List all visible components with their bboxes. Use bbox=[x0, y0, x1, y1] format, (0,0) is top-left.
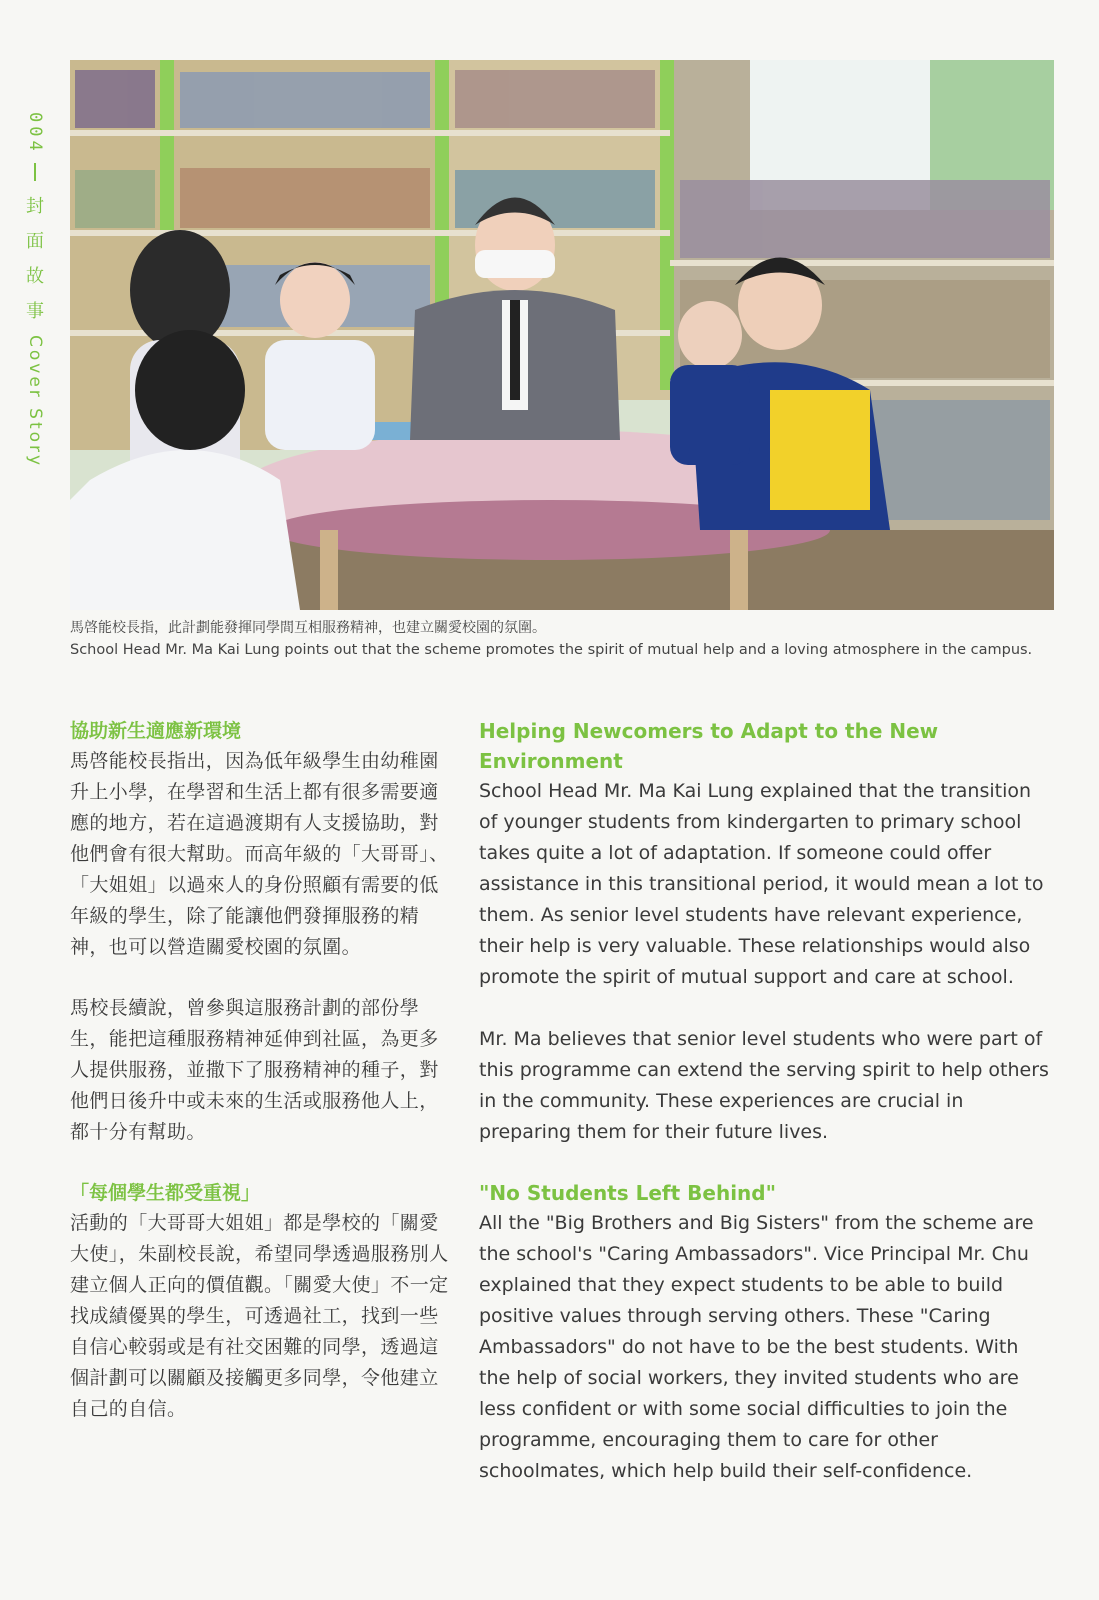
library-photo-illustration bbox=[70, 60, 1054, 610]
section-char: 事 bbox=[26, 300, 44, 322]
page-number: 004 bbox=[25, 112, 45, 155]
section-char: 面 bbox=[26, 230, 44, 252]
paragraph-en-2: Mr. Ma believes that senior level students who were part of this programme can extend the serving spirit to help others in the community. These experiences are crucial in preparing them for their future lives. bbox=[479, 1028, 1049, 1143]
paragraph-en-3: All the "Big Brothers and Big Sisters" from the scheme are the school's "Caring Ambassadors". Vice Principal Mr. Chu explained that they expect students to be able to build positive values through serving others. These "Caring Ambassadors" do not have to be the best students. With the help of social workers, they invited students who are less confident or with some social difficulties to join the programme, encouraging them to care for other schoolmates, which help build their self-confidence. bbox=[479, 1212, 1034, 1482]
paragraph-en-1: School Head Mr. Ma Kai Lung explained that the transition of younger students from kindergarten to primary school takes quite a lot of adaptation. If someone could offer assistance in this transitional period, it would mean a lot to them. As senior level students have relevant experience, their help is very valuable. These relationships would also promote the spirit of mutual support and care at school. bbox=[479, 780, 1044, 988]
section-char: 故 bbox=[26, 265, 44, 287]
library-photo bbox=[70, 60, 1054, 610]
photo-caption bbox=[70, 618, 1060, 662]
caption-en: School Head Mr. Ma Kai Lung points out that the scheme promotes the spirit of mutual help and a loving atmosphere in the campus. bbox=[70, 642, 1033, 658]
heading-en-1: Helping Newcomers to Adapt to the New Environment bbox=[479, 719, 939, 773]
paragraph-zh-3: 活動的「大哥哥大姐姐」都是學校的「關愛大使」，朱副校長說，希望同學透過服務別人建立個人正向的價值觀。「關愛大使」不一定找成績優異的學生，可透過社工，找到一些自信心較弱或是有社交困難的同學，透過這個計劃可以關顧及接觸更多同學，令他建立自己的自信。 bbox=[70, 1212, 449, 1420]
paragraph-zh-1: 馬啓能校長指出，因為低年級學生由幼稚園升上小學，在學習和生活上都有很多需要適應的地方，若在這過渡期有人支援協助，對他們會有很大幫助。而高年級的「大哥哥」、「大姐姐」以過來人的身份照顧有需要的低年級的學生，除了能讓他們發揮服務的精神，也可以營造關愛校園的氛圍。 bbox=[70, 750, 449, 958]
heading-en-2: "No Students Left Behind" bbox=[479, 1181, 777, 1205]
caption-zh: 馬啓能校長指，此計劃能發揮同學間互相服務精神，也建立關愛校園的氛圍。 bbox=[70, 620, 546, 636]
english-column bbox=[479, 716, 1054, 1487]
heading-zh-1: 協助新生適應新環境 bbox=[70, 720, 242, 742]
section-char: 封 bbox=[26, 195, 44, 217]
paragraph-zh-2: 馬校長續說，曾參與這服務計劃的部份學生，能把這種服務精神延伸到社區，為更多人提供服務，並撒下了服務精神的種子，對他們日後升中或未來的生活或服務他人上，都十分有幫助。 bbox=[70, 997, 439, 1143]
side-section-label bbox=[22, 112, 48, 468]
heading-zh-2: 「每個學生都受重視」 bbox=[70, 1182, 261, 1204]
chinese-column bbox=[70, 716, 450, 1425]
divider bbox=[34, 163, 36, 181]
section-title-en: Cover Story bbox=[25, 334, 45, 468]
